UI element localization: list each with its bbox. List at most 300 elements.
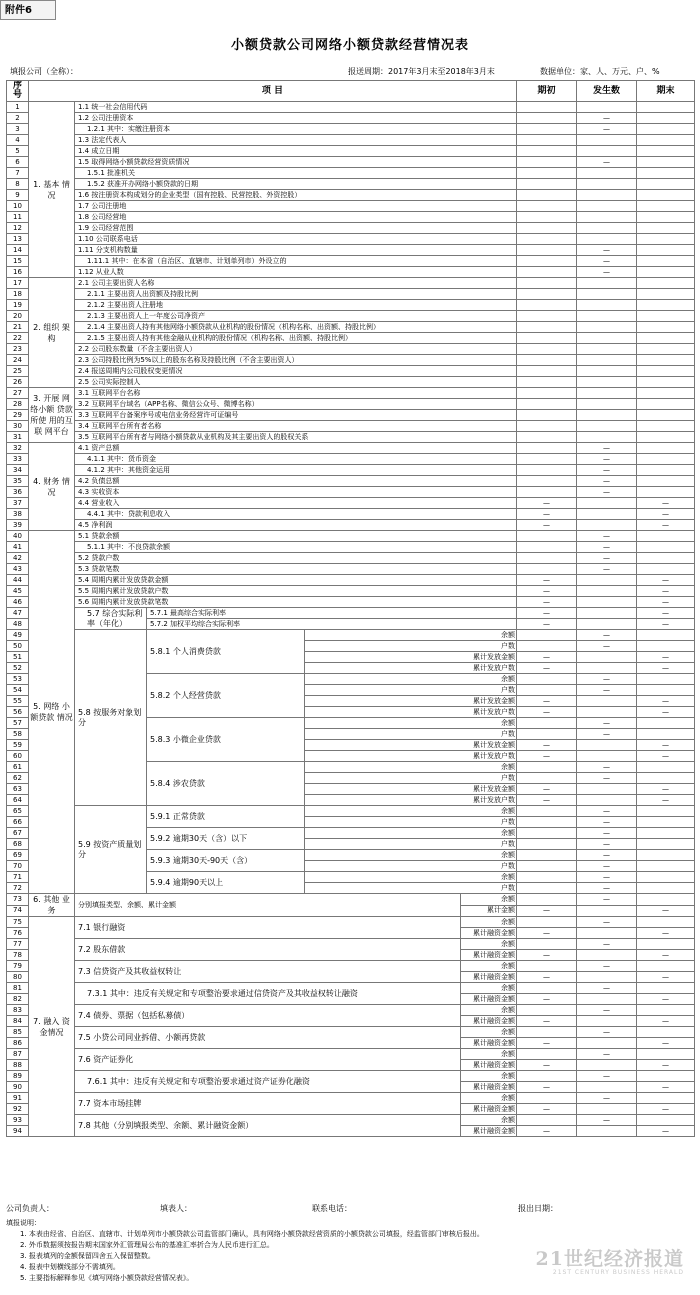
category-cell: 5. 网络 小额贷款 情况 [29, 531, 75, 894]
cell-end [637, 806, 695, 817]
cell-occur [577, 179, 637, 190]
cell-begin [517, 366, 577, 377]
row-number: 10 [7, 201, 29, 212]
note-5: 5. 主要指标解释参见《填写网络小额贷款经营情况表》。 [20, 1274, 194, 1282]
cell-begin: — [517, 994, 577, 1005]
row-number: 94 [7, 1126, 29, 1137]
cell-occur [577, 201, 637, 212]
row-number: 43 [7, 564, 29, 575]
cell-occur [577, 377, 637, 388]
metric-label: 余额 [461, 1115, 517, 1126]
cell-end [637, 630, 695, 641]
cell-end [637, 212, 695, 223]
table-row [7, 1027, 695, 1038]
cell-end: — [637, 707, 695, 718]
cell-end [637, 157, 695, 168]
cell-begin [517, 542, 577, 553]
category-cell: 4. 财务 情况 [29, 443, 75, 531]
cell-end [637, 1027, 695, 1038]
cell-begin [517, 377, 577, 388]
table-row [7, 498, 695, 509]
cell-begin [517, 531, 577, 542]
cell-begin: — [517, 751, 577, 762]
cell-occur: — [577, 476, 637, 487]
table-row [7, 586, 695, 597]
cell-begin: — [517, 1038, 577, 1049]
table-row [7, 531, 695, 542]
cell-begin: — [517, 784, 577, 795]
metric-label: 余额 [461, 983, 517, 994]
group-label: 5.9.3 逾期30天-90天（含） [147, 850, 305, 872]
page-title: 小额贷款公司网络小额贷款经营情况表 [230, 38, 469, 53]
cell-occur [577, 586, 637, 597]
row-number: 21 [7, 322, 29, 333]
row-number: 1 [7, 102, 29, 113]
table-row [7, 553, 695, 564]
funding-label: 7.2 股东借款 [75, 939, 461, 961]
cell-end: — [637, 1082, 695, 1093]
cell-occur [577, 652, 637, 663]
table-row [7, 939, 695, 950]
item-label: 5.3 贷款笔数 [75, 564, 517, 575]
cell-occur: — [577, 961, 637, 972]
cell-occur [577, 740, 637, 751]
item-label: 5.7.2 加权平均综合实际利率 [147, 619, 517, 630]
cell-end [637, 861, 695, 872]
cell-occur [577, 707, 637, 718]
cell-occur: — [577, 762, 637, 773]
metric-label: 累计发放金额 [305, 696, 517, 707]
row-number: 59 [7, 740, 29, 751]
funding-label: 7.8 其他（分别填报类型、余额、累计融资金额） [75, 1115, 461, 1137]
row-number: 26 [7, 377, 29, 388]
cell-begin [517, 861, 577, 872]
row-number: 13 [7, 234, 29, 245]
group-label: 5.8.3 小微企业贷款 [147, 718, 305, 762]
cell-occur [577, 432, 637, 443]
cell-end [637, 1115, 695, 1126]
table-row [7, 608, 695, 619]
cell-end [637, 828, 695, 839]
cell-begin [517, 190, 577, 201]
cell-end: — [637, 652, 695, 663]
funding-label: 7.5 小贷公司同业拆借、小额再贷款 [75, 1027, 461, 1049]
cell-end [637, 388, 695, 399]
cell-occur [577, 168, 637, 179]
cell-occur: — [577, 113, 637, 124]
header-occur: 发生数 [577, 81, 637, 102]
item-label: 1.5 取得网络小额贷款经营资质情况 [75, 157, 517, 168]
header-item: 项 目 [29, 81, 517, 102]
item-label: 4.1.2 其中：其他资金运用 [75, 465, 517, 476]
row-number: 39 [7, 520, 29, 531]
row-number: 24 [7, 355, 29, 366]
table-row [7, 344, 695, 355]
metric-label: 余额 [461, 939, 517, 950]
cell-end [637, 168, 695, 179]
watermark-main: 21世纪经济报道 [535, 1248, 684, 1270]
table-row [7, 1071, 695, 1082]
cell-begin [517, 201, 577, 212]
metric-label: 户数 [305, 685, 517, 696]
table-row [7, 487, 695, 498]
cell-end [637, 454, 695, 465]
row-number: 30 [7, 421, 29, 432]
metric-label: 累计金额 [461, 905, 517, 917]
cell-end: — [637, 663, 695, 674]
table-row [7, 212, 695, 223]
footer-head: 公司负责人： [6, 1204, 54, 1213]
table-row [7, 1049, 695, 1060]
cell-occur: — [577, 630, 637, 641]
row-number: 53 [7, 674, 29, 685]
row-number: 29 [7, 410, 29, 421]
item-label: 2.1 公司主要出资人名称 [75, 278, 517, 289]
group-label: 5.9.1 正常贷款 [147, 806, 305, 828]
row-number: 81 [7, 983, 29, 994]
item-label: 4.1.1 其中：货币资金 [75, 454, 517, 465]
row-number: 64 [7, 795, 29, 806]
cell-occur: — [577, 806, 637, 817]
category-cell: 7. 融入 资金情况 [29, 917, 75, 1137]
table-row [7, 135, 695, 146]
cell-begin [517, 212, 577, 223]
table-row [7, 146, 695, 157]
note-3: 3. 报表填列的金额保留四舍五入保留整数。 [20, 1252, 155, 1260]
item-label: 1.11.1 其中：在本省（自治区、直辖市、计划单列市）外设立的 [75, 256, 517, 267]
cell-begin: — [517, 509, 577, 520]
row-number: 5 [7, 146, 29, 157]
cell-begin: — [517, 652, 577, 663]
item-label: 5.4 周期内累计发放贷款金额 [75, 575, 517, 586]
table-row [7, 322, 695, 333]
row-number: 78 [7, 950, 29, 961]
note-4: 4. 报表中划横线部分不需填列。 [20, 1263, 120, 1271]
cell-begin [517, 234, 577, 245]
metric-label: 累计融资金额 [461, 1082, 517, 1093]
cell-end: — [637, 784, 695, 795]
cell-begin [517, 245, 577, 256]
cell-occur [577, 972, 637, 983]
cell-occur [577, 994, 637, 1005]
cell-begin [517, 917, 577, 928]
cell-end: — [637, 950, 695, 961]
cell-occur [577, 1038, 637, 1049]
row-number: 9 [7, 190, 29, 201]
cell-begin [517, 883, 577, 894]
cell-begin [517, 311, 577, 322]
row-number: 91 [7, 1093, 29, 1104]
item-label: 4.3 实收资本 [75, 487, 517, 498]
cell-occur [577, 278, 637, 289]
row-number: 11 [7, 212, 29, 223]
metric-label: 余额 [305, 828, 517, 839]
cell-begin [517, 983, 577, 994]
cell-begin [517, 454, 577, 465]
row-number: 37 [7, 498, 29, 509]
cell-begin [517, 487, 577, 498]
table-row [7, 520, 695, 531]
cell-begin [517, 168, 577, 179]
section-5-9-label: 5.9 按资产质量划分 [75, 806, 147, 894]
table-row [7, 476, 695, 487]
row-number: 17 [7, 278, 29, 289]
cell-occur [577, 1126, 637, 1137]
cell-end [637, 267, 695, 278]
cell-begin [517, 828, 577, 839]
funding-label: 7.4 债券、票据（包括私募债） [75, 1005, 461, 1027]
table-row [7, 355, 695, 366]
row-number: 57 [7, 718, 29, 729]
cell-end [637, 179, 695, 190]
table-row [7, 564, 695, 575]
cell-end [637, 146, 695, 157]
cell-occur [577, 905, 637, 917]
cell-begin [517, 641, 577, 652]
cell-end [637, 113, 695, 124]
row-number: 45 [7, 586, 29, 597]
table-row [7, 983, 695, 994]
funding-label: 7.3.1 其中：违反有关规定和专项整治要求通过信贷资产及其收益权转让融资 [75, 983, 461, 1005]
cell-occur [577, 575, 637, 586]
category-cell: 1. 基本 情况 [29, 102, 75, 278]
row-number: 23 [7, 344, 29, 355]
cell-end: — [637, 972, 695, 983]
note-2: 2. 外币数据须按报告期末国家外汇管理局公布的基准汇率折合为人民币进行汇总。 [20, 1241, 274, 1249]
cell-end [637, 421, 695, 432]
cell-end [637, 190, 695, 201]
header-end: 期末 [637, 81, 695, 102]
cell-begin: — [517, 586, 577, 597]
cell-occur: — [577, 564, 637, 575]
cell-end [637, 1049, 695, 1060]
watermark-sub: 21ST CENTURY BUSINESS HERALD [552, 1269, 684, 1276]
cell-begin: — [517, 740, 577, 751]
table-row [7, 1115, 695, 1126]
cell-begin [517, 267, 577, 278]
cell-end [637, 476, 695, 487]
watermark [504, 1244, 684, 1276]
cell-occur: — [577, 850, 637, 861]
cell-begin: — [517, 498, 577, 509]
cell-occur [577, 696, 637, 707]
item-label: 1.8 公司经营地 [75, 212, 517, 223]
cell-end: — [637, 905, 695, 917]
row-number: 38 [7, 509, 29, 520]
category-cell: 2. 组织 架构 [29, 278, 75, 388]
metric-label: 余额 [305, 762, 517, 773]
cell-occur: — [577, 872, 637, 883]
item-label: 2.3 公司持股比例为5%以上的股东名称及持股比例（不含主要出资人） [75, 355, 517, 366]
item-label: 4.1 资产总额 [75, 443, 517, 454]
table-row [7, 1093, 695, 1104]
cell-end: — [637, 751, 695, 762]
funding-label: 7.6.1 其中：违反有关规定和专项整治要求通过资产证券化融资 [75, 1071, 461, 1093]
metric-label: 累计融资金额 [461, 1016, 517, 1027]
cell-end [637, 685, 695, 696]
metric-label: 户数 [305, 641, 517, 652]
cell-occur [577, 608, 637, 619]
cell-occur [577, 597, 637, 608]
cell-end: — [637, 1016, 695, 1027]
row-number: 88 [7, 1060, 29, 1071]
cell-begin [517, 961, 577, 972]
cell-occur: — [577, 1005, 637, 1016]
row-number: 60 [7, 751, 29, 762]
table-row [7, 465, 695, 476]
cell-begin [517, 773, 577, 784]
rate-label: 5.7 综合实际利率（年化） [75, 608, 147, 630]
cell-occur: — [577, 718, 637, 729]
metric-label: 余额 [461, 1027, 517, 1038]
cell-end [637, 894, 695, 906]
cell-occur [577, 146, 637, 157]
cell-begin [517, 630, 577, 641]
cell-occur: — [577, 542, 637, 553]
cell-end [637, 542, 695, 553]
cell-end [637, 839, 695, 850]
cell-begin [517, 410, 577, 421]
cell-begin [517, 300, 577, 311]
metric-label: 余额 [305, 872, 517, 883]
footer-filler: 填表人： [160, 1204, 192, 1213]
row-number: 47 [7, 608, 29, 619]
cell-occur [577, 102, 637, 113]
cell-end: — [637, 498, 695, 509]
table-row [7, 168, 695, 179]
table-row [7, 267, 695, 278]
row-number: 61 [7, 762, 29, 773]
cell-end [637, 817, 695, 828]
cell-end [637, 432, 695, 443]
cell-begin: — [517, 905, 577, 917]
cell-occur: — [577, 1027, 637, 1038]
item-label: 1.6 按注册资本构成划分的企业类型（国有控股、民营控股、外资控股） [75, 190, 517, 201]
cell-occur [577, 928, 637, 939]
row-number: 41 [7, 542, 29, 553]
item-label: 5.6 周期内累计发放贷款笔数 [75, 597, 517, 608]
row-number: 22 [7, 333, 29, 344]
cell-occur [577, 784, 637, 795]
row-number: 58 [7, 729, 29, 740]
cell-begin [517, 1071, 577, 1082]
cell-end [637, 1071, 695, 1082]
cell-begin: — [517, 520, 577, 531]
unit-label: 数据单位：家、人、万元、户、% [540, 67, 660, 76]
cell-occur [577, 344, 637, 355]
cell-end [637, 939, 695, 950]
cell-end: — [637, 994, 695, 1005]
cell-begin: — [517, 707, 577, 718]
cell-occur: — [577, 531, 637, 542]
cell-end [637, 487, 695, 498]
item-label: 1.4 成立日期 [75, 146, 517, 157]
cell-occur: — [577, 641, 637, 652]
cell-begin [517, 939, 577, 950]
cell-occur [577, 410, 637, 421]
cell-end [637, 322, 695, 333]
attachment-label: 附件6 [0, 0, 56, 20]
row-number: 56 [7, 707, 29, 718]
category-cell: 6. 其他 业务 [29, 894, 75, 917]
row-number: 19 [7, 300, 29, 311]
cell-end [637, 553, 695, 564]
cell-occur [577, 1060, 637, 1071]
cell-occur: — [577, 674, 637, 685]
cell-end: — [637, 608, 695, 619]
cell-begin [517, 894, 577, 906]
cell-begin [517, 124, 577, 135]
cell-begin [517, 278, 577, 289]
row-number: 8 [7, 179, 29, 190]
item-label: 4.4.1 其中：贷款利息收入 [75, 509, 517, 520]
cell-begin: — [517, 1060, 577, 1071]
table-row [7, 113, 695, 124]
metric-label: 户数 [305, 729, 517, 740]
cell-occur [577, 212, 637, 223]
metric-label: 累计发放金额 [305, 652, 517, 663]
cell-end [637, 333, 695, 344]
metric-label: 累计融资金额 [461, 1104, 517, 1115]
cell-begin [517, 344, 577, 355]
row-number: 46 [7, 597, 29, 608]
cell-occur: — [577, 861, 637, 872]
cell-begin [517, 817, 577, 828]
item-label: 2.1.2 主要出资人注册地 [75, 300, 517, 311]
cell-end [637, 278, 695, 289]
row-number: 18 [7, 289, 29, 300]
table-row [7, 575, 695, 586]
group-label: 5.8.1 个人消费贷款 [147, 630, 305, 674]
metric-label: 余额 [461, 961, 517, 972]
cell-occur: — [577, 839, 637, 850]
table-row [7, 300, 695, 311]
row-number: 31 [7, 432, 29, 443]
metric-label: 余额 [461, 894, 517, 906]
note-1: 1. 本表由经省、自治区、直辖市、计划单列市小额贷款公司监管部门确认，具有网络小额贷款经营资质的小额贷款公司填报，经监管部门审核后报出。 [20, 1230, 484, 1238]
table-row [7, 179, 695, 190]
row-number: 62 [7, 773, 29, 784]
table-row [7, 597, 695, 608]
table-row [7, 311, 695, 322]
row-number: 89 [7, 1071, 29, 1082]
funding-label: 7.7 资本市场挂牌 [75, 1093, 461, 1115]
cell-end [637, 674, 695, 685]
cell-occur [577, 223, 637, 234]
row-number: 14 [7, 245, 29, 256]
cell-occur: — [577, 245, 637, 256]
metric-label: 累计融资金额 [461, 994, 517, 1005]
row-number: 20 [7, 311, 29, 322]
cell-end: — [637, 619, 695, 630]
cell-begin: — [517, 950, 577, 961]
metric-label: 累计融资金额 [461, 1060, 517, 1071]
row-number: 55 [7, 696, 29, 707]
cell-begin: — [517, 1104, 577, 1115]
cell-begin [517, 333, 577, 344]
item-label: 1.2 公司注册资本 [75, 113, 517, 124]
cell-begin [517, 839, 577, 850]
table-row [7, 1005, 695, 1016]
cell-occur: — [577, 465, 637, 476]
cell-end: — [637, 696, 695, 707]
cell-end: — [637, 928, 695, 939]
cell-end: — [637, 597, 695, 608]
row-number: 90 [7, 1082, 29, 1093]
row-number: 93 [7, 1115, 29, 1126]
cell-end [637, 773, 695, 784]
cell-occur: — [577, 983, 637, 994]
